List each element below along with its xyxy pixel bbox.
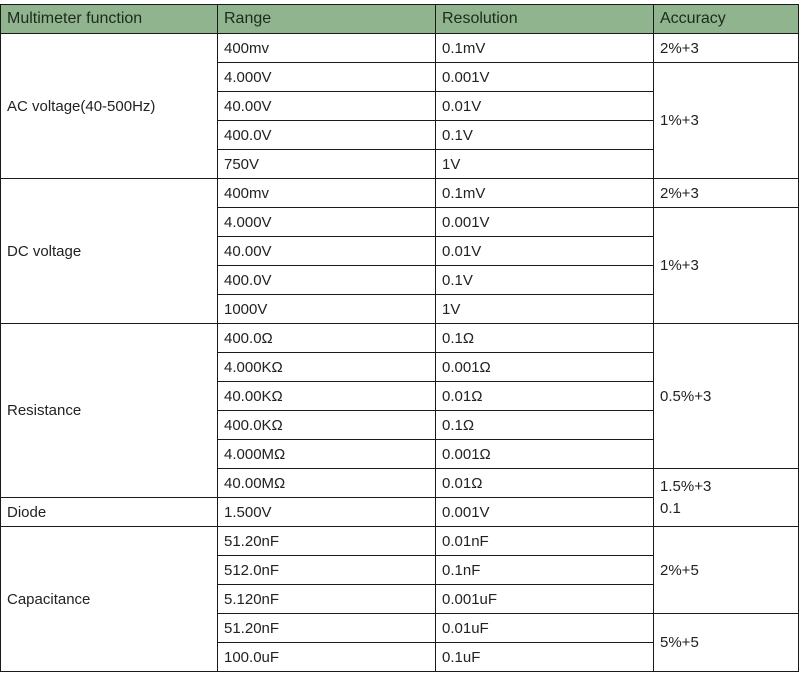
range-cell: 400mv [218,179,436,208]
accuracy-resistance-high: 1.5%+3 [660,477,712,495]
resolution-cell: 0.1Ω [436,324,654,353]
range-cell: 4.000MΩ [218,440,436,469]
range-cell: 51.20nF [218,527,436,556]
resolution-cell: 0.01Ω [436,382,654,411]
resolution-cell: 0.001V [436,63,654,92]
range-cell: 4.000KΩ [218,353,436,382]
range-cell: 40.00MΩ [218,469,436,498]
resolution-cell: 0.01V [436,237,654,266]
accuracy-cell: 1%+3 [654,63,799,179]
header-function: Multimeter function [1,5,218,34]
resolution-cell: 0.001Ω [436,440,654,469]
resolution-cell: 0.001V [436,498,654,527]
resolution-cell: 0.01nF [436,527,654,556]
range-cell: 100.0uF [218,643,436,672]
accuracy-cell: 2%+3 [654,179,799,208]
range-cell: 400mv [218,34,436,63]
range-cell: 400.0KΩ [218,411,436,440]
multimeter-spec-table [0,4,799,672]
accuracy-diode: 0.1 [660,499,681,517]
resolution-cell: 0.1Ω [436,411,654,440]
accuracy-cell: 5%+5 [654,614,799,672]
range-cell: 4.000V [218,63,436,92]
accuracy-cell: 2%+3 [654,34,799,63]
resolution-cell: 0.1mV [436,179,654,208]
resolution-cell: 0.001uF [436,585,654,614]
resolution-cell: 0.01uF [436,614,654,643]
table-row [1,527,799,556]
header-accuracy: Accuracy [654,5,799,34]
resolution-cell: 0.01Ω [436,469,654,498]
function-diode: Diode [1,498,218,527]
range-cell: 4.000V [218,208,436,237]
range-cell: 1000V [218,295,436,324]
resolution-cell: 0.1V [436,121,654,150]
range-cell: 40.00V [218,237,436,266]
resolution-cell: 1V [436,150,654,179]
range-cell: 1.500V [218,498,436,527]
resolution-cell: 0.1mV [436,34,654,63]
range-cell: 51.20nF [218,614,436,643]
resolution-cell: 0.1nF [436,556,654,585]
header-resolution: Resolution [436,5,654,34]
table-row [1,34,799,63]
range-cell: 5.120nF [218,585,436,614]
resolution-cell: 0.1uF [436,643,654,672]
range-cell: 40.00KΩ [218,382,436,411]
range-cell: 512.0nF [218,556,436,585]
header-range: Range [218,5,436,34]
accuracy-cell: 0.5%+3 [654,324,799,469]
header-row [1,5,799,34]
range-cell: 400.0V [218,121,436,150]
accuracy-cell: 2%+5 [654,527,799,614]
resolution-cell: 1V [436,295,654,324]
function-capacitance: Capacitance [1,527,218,672]
range-cell: 40.00V [218,92,436,121]
accuracy-cell [654,469,799,527]
function-dc-voltage: DC voltage [1,179,218,324]
resolution-cell: 0.001V [436,208,654,237]
table-row [1,179,799,208]
range-cell: 750V [218,150,436,179]
resolution-cell: 0.1V [436,266,654,295]
resolution-cell: 0.01V [436,92,654,121]
range-cell: 400.0V [218,266,436,295]
accuracy-cell: 1%+3 [654,208,799,324]
range-cell: 400.0Ω [218,324,436,353]
function-resistance: Resistance [1,324,218,498]
function-ac-voltage: AC voltage(40-500Hz) [1,34,218,179]
resolution-cell: 0.001Ω [436,353,654,382]
table-row [1,324,799,353]
